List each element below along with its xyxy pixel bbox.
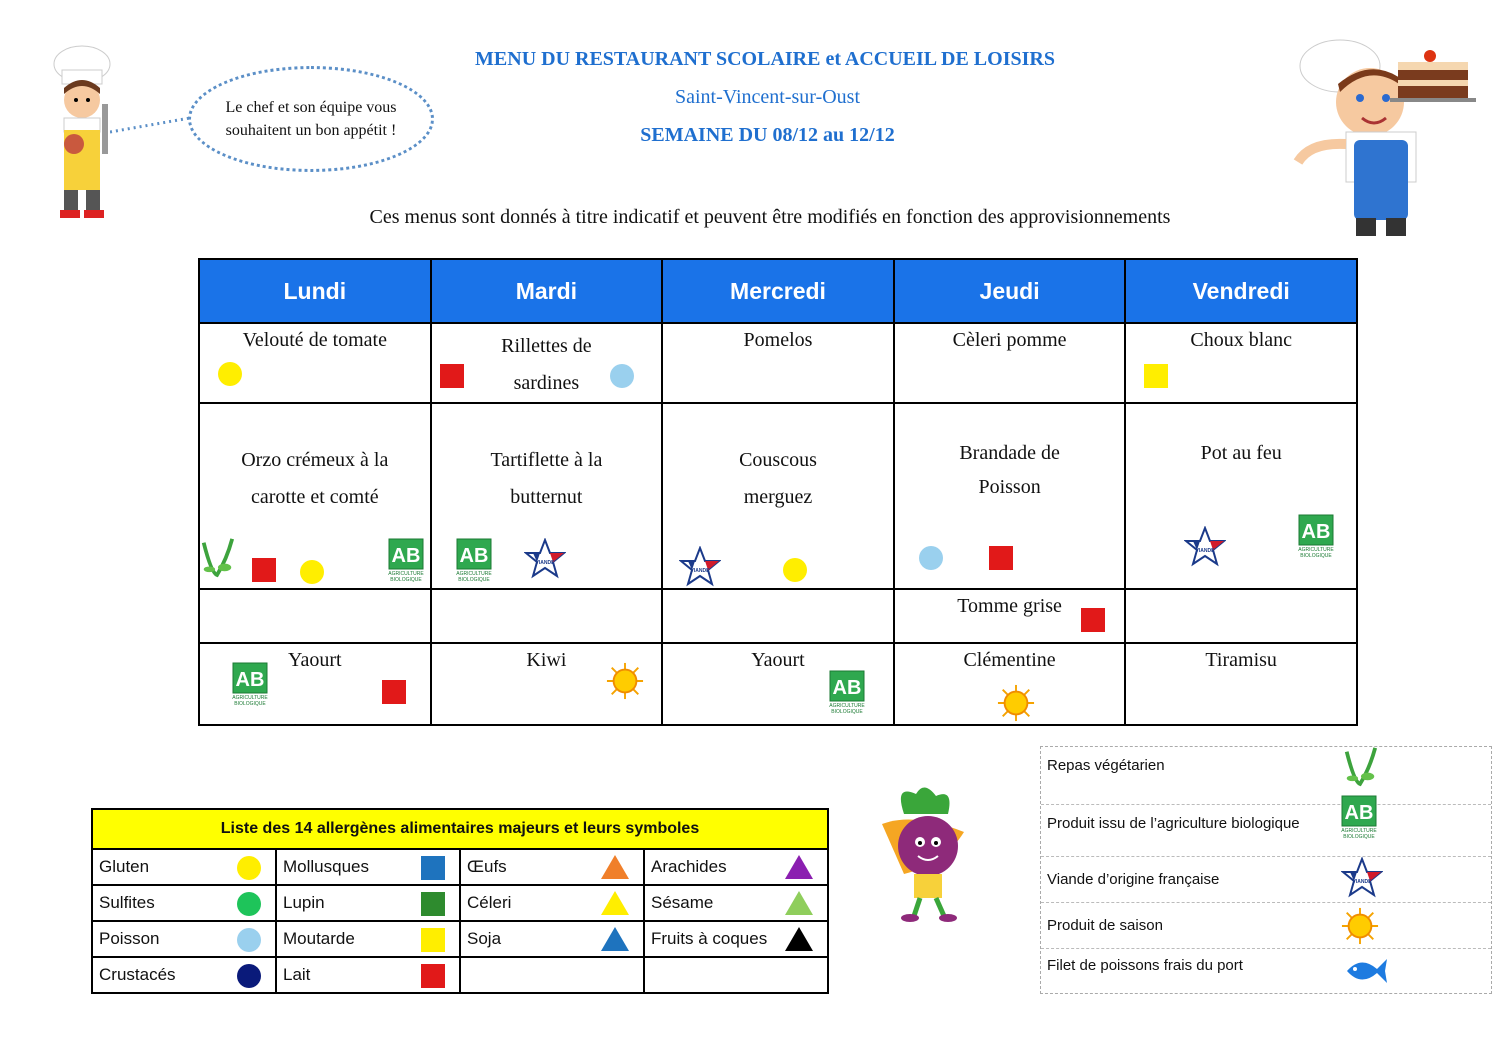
organic-ab-icon bbox=[456, 538, 492, 582]
french-beef-icon bbox=[524, 538, 566, 582]
dessert-text: Yaourt bbox=[751, 649, 805, 671]
weekly-menu-table bbox=[198, 258, 1358, 726]
poisson-icon bbox=[237, 928, 261, 952]
allergen-empty bbox=[460, 957, 644, 993]
cheese-text bbox=[200, 590, 430, 594]
dessert-cell-vendredi bbox=[1125, 643, 1357, 725]
allergen-label: Poisson bbox=[99, 929, 160, 948]
starter-cell-jeudi bbox=[894, 323, 1126, 403]
allergen-celeri bbox=[460, 885, 644, 921]
lait-icon bbox=[252, 558, 276, 582]
starter-text: Choux blanc bbox=[1190, 329, 1293, 351]
organic-ab-icon bbox=[829, 670, 865, 714]
crustaces-icon bbox=[237, 964, 261, 988]
allergen-label: Gluten bbox=[99, 857, 150, 876]
allergen-label: Mollusques bbox=[283, 857, 369, 876]
main-text: Orzo crémeux à la carotte et comté bbox=[241, 449, 389, 508]
organic-ab-icon bbox=[1341, 795, 1377, 839]
allergen-sesame bbox=[644, 885, 828, 921]
sun-icon bbox=[997, 684, 1035, 722]
day-header-lundi: Lundi bbox=[199, 259, 431, 323]
allergen-table-title: Liste des 14 allergènes alimentaires majeurs et leurs symboles bbox=[92, 809, 828, 849]
week-dates: SEMAINE DU 08/12 au 12/12 bbox=[640, 124, 895, 146]
cheese-text bbox=[1126, 590, 1356, 594]
organic-ab-icon bbox=[232, 662, 268, 706]
legend-row bbox=[1041, 747, 1491, 805]
starter-cell-mercredi bbox=[662, 323, 894, 403]
starter-text: Pomelos bbox=[743, 329, 813, 351]
french-beef-icon bbox=[679, 546, 721, 590]
main-text: Couscous merguez bbox=[739, 449, 817, 508]
dessert-cell-mardi bbox=[431, 643, 663, 725]
allergen-label: Soja bbox=[467, 929, 502, 948]
organic-ab-icon bbox=[388, 538, 424, 582]
allergen-oeufs bbox=[460, 849, 644, 885]
legend-row bbox=[1041, 949, 1491, 993]
main-cell-mardi bbox=[431, 403, 663, 589]
lait-icon bbox=[382, 680, 406, 704]
menu-notice: Ces menus sont donnés à titre indicatif et peuvent être modifiés en fonction des approvisionnements bbox=[369, 206, 1171, 228]
cheese-cell-vendredi bbox=[1125, 589, 1357, 643]
sulfites-icon bbox=[237, 892, 261, 916]
dessert-cell-mercredi bbox=[662, 643, 894, 725]
poisson-icon bbox=[919, 546, 943, 570]
allergen-label: Sésame bbox=[651, 893, 714, 912]
moutarde-icon bbox=[1144, 364, 1168, 388]
fruits-a-coques-icon bbox=[785, 927, 813, 951]
soja-icon bbox=[601, 927, 629, 951]
cheese-cell-mardi bbox=[431, 589, 663, 643]
legend-row bbox=[1041, 903, 1491, 949]
legend-label: Filet de poissons frais du port bbox=[1047, 957, 1243, 974]
allergen-lupin bbox=[276, 885, 460, 921]
allergen-table bbox=[91, 808, 829, 994]
lait-icon bbox=[421, 964, 445, 988]
cheese-text bbox=[663, 590, 893, 594]
lait-icon bbox=[989, 546, 1013, 570]
french-beef-icon bbox=[1341, 857, 1383, 901]
legend-label: Viande d’origine française bbox=[1047, 871, 1220, 888]
moutarde-icon bbox=[421, 928, 445, 952]
sun-icon bbox=[606, 662, 644, 700]
starter-cell-lundi bbox=[199, 323, 431, 403]
starter-cell-vendredi bbox=[1125, 323, 1357, 403]
allergen-fruits-a-coques bbox=[644, 921, 828, 957]
allergen-label: Arachides bbox=[651, 857, 727, 876]
starter-text: Cèleri pomme bbox=[952, 329, 1067, 351]
beet-mascot-illustration bbox=[874, 784, 986, 924]
dessert-cell-jeudi bbox=[894, 643, 1126, 725]
allergen-mollusques bbox=[276, 849, 460, 885]
allergen-soja bbox=[460, 921, 644, 957]
dessert-text: Kiwi bbox=[526, 649, 567, 671]
symbols-legend bbox=[1040, 746, 1492, 994]
allergen-moutarde bbox=[276, 921, 460, 957]
dessert-text: Yaourt bbox=[288, 649, 342, 671]
main-text: Tartiflette à la butternut bbox=[490, 449, 603, 508]
sesame-icon bbox=[785, 891, 813, 915]
mollusques-icon bbox=[421, 856, 445, 880]
allergen-poisson bbox=[92, 921, 276, 957]
starter-cell-mardi bbox=[431, 323, 663, 403]
arachides-icon bbox=[785, 855, 813, 879]
menu-title: MENU DU RESTAURANT SCOLAIRE et ACCUEIL DE LOISIRS bbox=[475, 48, 1055, 70]
allergen-label: Œufs bbox=[467, 857, 507, 876]
allergen-label: Sulfites bbox=[99, 893, 155, 912]
sun-icon bbox=[1341, 907, 1379, 945]
legend-row bbox=[1041, 805, 1491, 857]
allergen-label: Fruits à coques bbox=[651, 929, 768, 948]
speech-bubble-tail bbox=[110, 110, 200, 140]
legend-row bbox=[1041, 857, 1491, 903]
starter-text: Velouté de tomate bbox=[242, 329, 387, 351]
speech-bubble: Le chef et son équipe vous souhaitent un bon appétit ! bbox=[188, 66, 434, 172]
main-cell-lundi bbox=[199, 403, 431, 589]
dessert-text: Clémentine bbox=[963, 649, 1056, 671]
day-header-vendredi: Vendredi bbox=[1125, 259, 1357, 323]
allergen-lait bbox=[276, 957, 460, 993]
legend-label: Produit de saison bbox=[1047, 917, 1163, 934]
gluten-icon bbox=[300, 560, 324, 584]
main-text: Brandade de Poisson bbox=[959, 442, 1060, 498]
celeri-icon bbox=[601, 891, 629, 915]
lupin-icon bbox=[421, 892, 445, 916]
oeufs-icon bbox=[601, 855, 629, 879]
gluten-icon bbox=[237, 856, 261, 880]
allergen-crustaces bbox=[92, 957, 276, 993]
legend-label: Produit issu de l’agriculture biologique bbox=[1047, 815, 1300, 832]
day-header-mardi: Mardi bbox=[431, 259, 663, 323]
cheese-cell-jeudi bbox=[894, 589, 1126, 643]
main-cell-mercredi bbox=[662, 403, 894, 589]
dessert-cell-lundi bbox=[199, 643, 431, 725]
legend-label: Repas végétarien bbox=[1047, 757, 1165, 774]
fish-icon bbox=[1341, 951, 1391, 991]
dessert-text: Tiramisu bbox=[1205, 649, 1277, 671]
allergen-label: Lupin bbox=[283, 893, 325, 912]
main-text: Pot au feu bbox=[1200, 442, 1282, 464]
allergen-empty bbox=[644, 957, 828, 993]
day-header-jeudi: Jeudi bbox=[894, 259, 1126, 323]
allergen-gluten bbox=[92, 849, 276, 885]
main-cell-jeudi bbox=[894, 403, 1126, 589]
allergen-sulfites bbox=[92, 885, 276, 921]
allergen-arachides bbox=[644, 849, 828, 885]
town-name: Saint-Vincent-sur-Oust bbox=[674, 86, 861, 108]
french-beef-icon bbox=[1184, 526, 1226, 570]
gluten-icon bbox=[218, 362, 242, 386]
cheese-text bbox=[432, 590, 662, 594]
allergen-label: Céleri bbox=[467, 893, 512, 912]
starter-text: Rillettes de sardines bbox=[501, 335, 592, 394]
cheese-cell-mercredi bbox=[662, 589, 894, 643]
organic-ab-icon bbox=[1298, 514, 1334, 558]
cheese-cell-lundi bbox=[199, 589, 431, 643]
lait-icon bbox=[440, 364, 464, 388]
cheese-text: Tomme grise bbox=[957, 595, 1062, 617]
day-header-mercredi: Mercredi bbox=[662, 259, 894, 323]
poisson-icon bbox=[610, 364, 634, 388]
gluten-icon bbox=[783, 558, 807, 582]
main-cell-vendredi bbox=[1125, 403, 1357, 589]
vegetarian-icon bbox=[1341, 743, 1379, 787]
allergen-label: Moutarde bbox=[283, 929, 355, 948]
allergen-label: Lait bbox=[283, 965, 311, 984]
vegetarian-icon bbox=[198, 534, 236, 578]
allergen-label: Crustacés bbox=[99, 965, 176, 984]
lait-icon bbox=[1081, 608, 1105, 632]
